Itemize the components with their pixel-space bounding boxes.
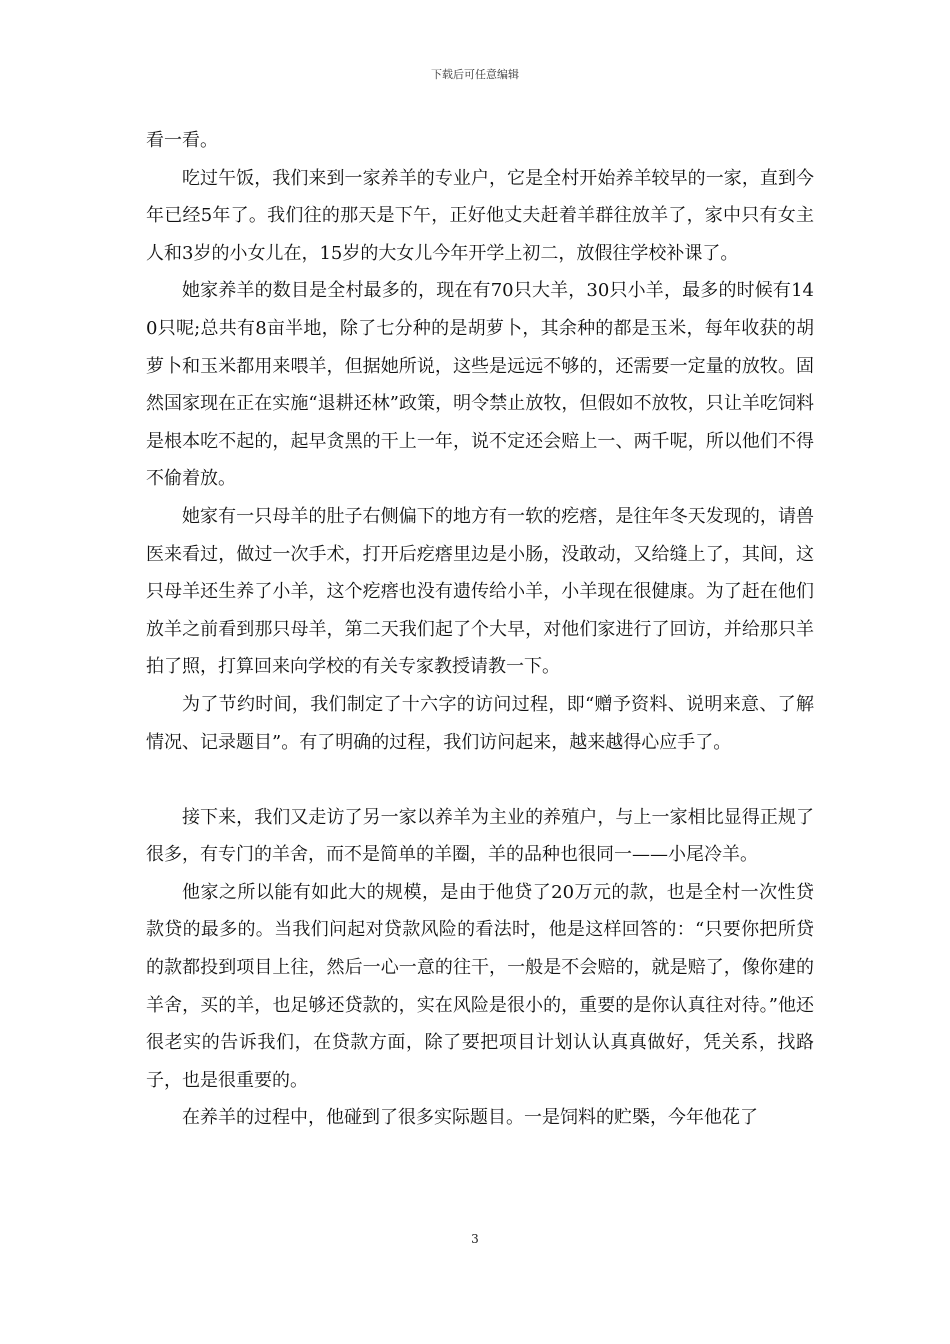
page-header: 下载后可任意编辑 xyxy=(431,68,519,81)
paragraph-ewe-lump: 她家有一只母羊的肚子右侧偏下的地方有一软的疙瘩，是往年冬天发现的，请兽医来看过，做过一次手术，打开后疙瘩里边是小肠，没敢动，又给缝上了，其间，这只母羊还生养了小羊，这个疙瘩也没有遗传给小羊，小羊现在很健康。为了赶在他们放羊之前看到那只母羊，第二天我们起了个大早，对他们家进行了回访，并给那只羊拍了照，打算回来向学校的有关专家教授请教一下。 xyxy=(146,505,814,678)
paragraph-problems: 在养羊的过程中，他碰到了很多实际题目。一是饲料的贮槩，今年他花了 xyxy=(182,1107,758,1129)
paragraph-continuation: 看一看。 xyxy=(146,130,218,151)
paragraph-loan: 他家之所以能有如此大的规模，是由于他贷了20万元的款，也是全村一次性贷款贷的最多的。当我们问起对贷款风险的看法时，他是这样回答的：“只要你把所贷的款都投到项目上往，然后一心一意的往干，一般是不会赔的，就是赔了，像你建的羊舍，买的羊，也足够还贷款的，实在风险是很小的，重要的是你认真往对待。”他还很老实的告诉我们，在贷款方面，除了要把项目计划认认真真做好，凭关系，找路子，也是很重要的。 xyxy=(146,881,814,1091)
page-number: 3 xyxy=(471,1232,479,1246)
paragraph-lunch-visit: 吃过午饭，我们来到一家养羊的专业户，它是全村开始养羊较早的一家，直到今年已经5年了。我们往的那天是下午，正好他丈夫赶着羊群往放羊了，家中只有女主人和3岁的小女儿在，15岁的大女儿今年开学上初二，放假往学校补课了。 xyxy=(146,167,814,264)
paragraph-second-farm: 接下来，我们又走访了另一家以养羊为主业的养殖户，与上一家相比显得正规了很多，有专门的羊舍，而不是简单的羊圈，羊的品种也很同一——小尾冷羊。 xyxy=(146,806,814,866)
document-body xyxy=(146,122,814,1137)
paragraph-gap xyxy=(146,761,814,799)
paragraph-visit-process: 为了节约时间，我们制定了十六字的访问过程，即“赠予资料、说明来意、了解情况、记录题目”。有了明确的过程，我们访问起来，越来越得心应手了。 xyxy=(146,693,814,753)
paragraph-sheep-count: 她家养羊的数目是全村最多的，现在有70只大羊，30只小羊，最多的时候有140只呢;总共有8亩半地，除了七分种的是胡萝卜，其余种的都是玉米，每年收获的胡萝卜和玉米都用来喂羊，但据她所说，这些是远远不够的，还需要一定量的放牧。固然国家现在正在实施“退耕还林”政策，明令禁止放牧，但假如不放牧，只让羊吃饲料是根本吃不起的，起早贪黑的干上一年，说不定还会赔上一、两千呢，所以他们不得不偷着放。 xyxy=(146,280,814,490)
